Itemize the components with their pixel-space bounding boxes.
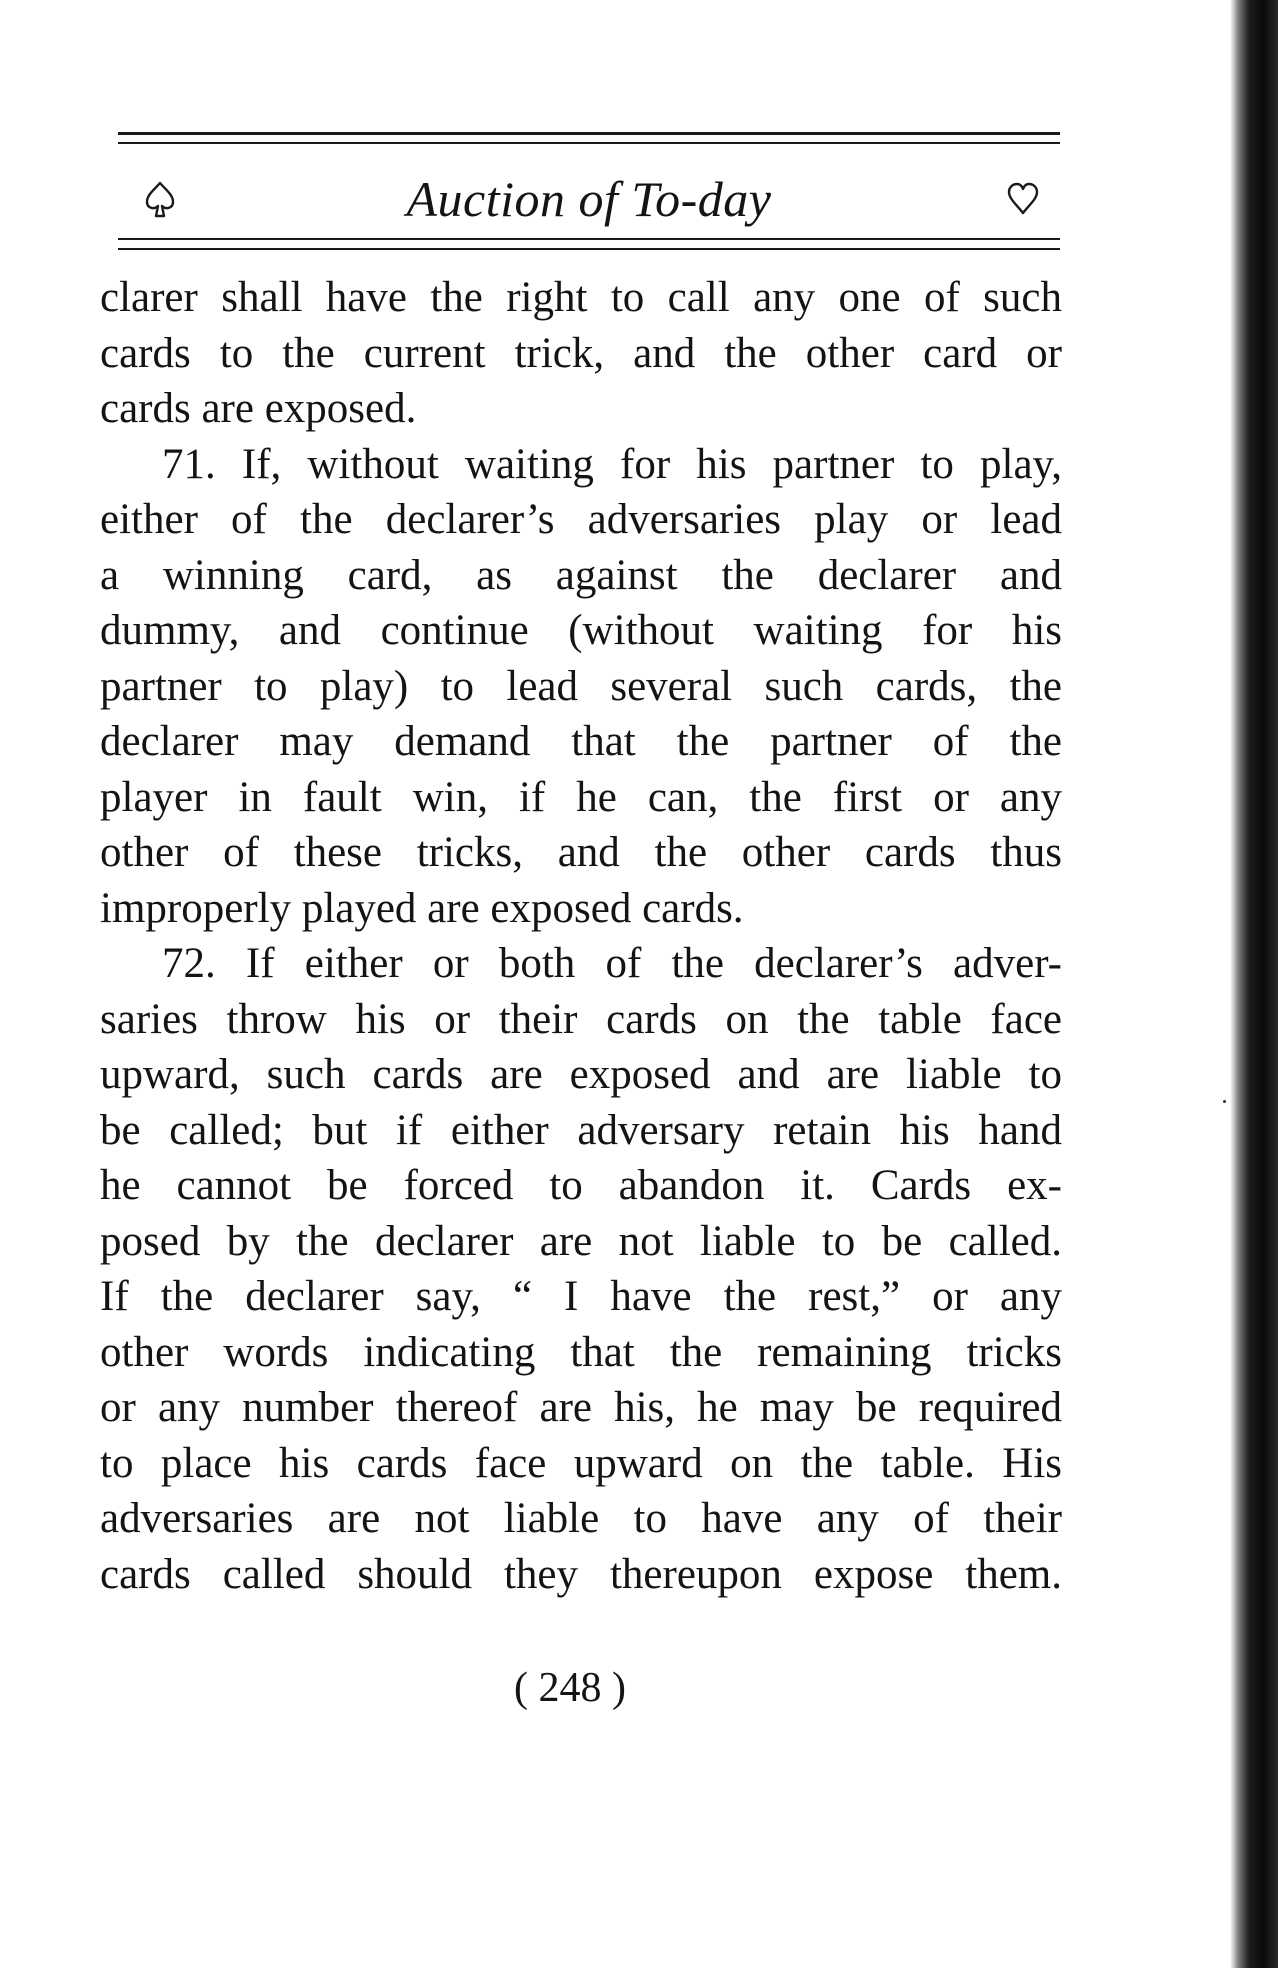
text-line: partner to play) to lead several such cards, the [100, 662, 1062, 710]
rule-71-first-line: 71. If, without waiting for his partner to play, [162, 440, 1062, 488]
text-line: posed by the declarer are not liable to be called. [100, 1217, 1062, 1265]
header-top-rule [118, 132, 1060, 135]
text-line: either of the declarer’s adversaries play or lead [100, 496, 1062, 543]
header-top-rule-thin [118, 142, 1060, 144]
text-line: other of these tricks, and the other cards thus [100, 829, 1062, 876]
running-head [118, 168, 1060, 238]
text-line: declarer may demand that the partner of the [100, 718, 1062, 765]
text-line: cards are exposed. [100, 385, 417, 432]
text-line: adversaries are not liable to have any of their [100, 1495, 1062, 1542]
text-line: player in fault win, if he can, the first or any [100, 773, 1062, 821]
header-bottom-rule [118, 238, 1060, 240]
text-line: to place his cards face upward on the table. His [100, 1439, 1062, 1487]
text-line: improperly played are exposed cards. [100, 884, 744, 932]
binding-edge [1230, 0, 1278, 1968]
text-line: If the declarer say, “ I have the rest,” or any [100, 1273, 1062, 1320]
text-line: cards to the current trick, and the other card or [100, 329, 1062, 377]
text-line: he cannot be forced to abandon it. Cards ex- [100, 1162, 1062, 1209]
text-line: dummy, and continue (without waiting for his [100, 607, 1062, 654]
text-line: be called; but if either adversary retain his hand [100, 1106, 1062, 1154]
text-line: other words indicating that the remaining tricks [100, 1328, 1062, 1376]
text-line: upward, such cards are exposed and are liable to [100, 1051, 1062, 1098]
text-line: clarer shall have the right to call any one of such [100, 274, 1062, 321]
body-text [100, 270, 1062, 1602]
text-line: cards called should they thereupon expose them. [100, 1550, 1062, 1598]
header-bottom-rule-thin [118, 248, 1060, 250]
text-line: a winning card, as against the declarer and [100, 551, 1062, 599]
page-number: ( 248 ) [514, 1665, 626, 1711]
text-line: or any number thereof are his, he may be required [100, 1384, 1062, 1431]
running-head-title: Auction of To-day [406, 171, 772, 227]
heart-icon [1006, 182, 1040, 216]
rule-72-first-line: 72. If either or both of the declarer’s adver- [162, 940, 1062, 987]
text-line: saries throw his or their cards on the table face [100, 995, 1062, 1043]
scan-speck [1223, 1100, 1226, 1103]
